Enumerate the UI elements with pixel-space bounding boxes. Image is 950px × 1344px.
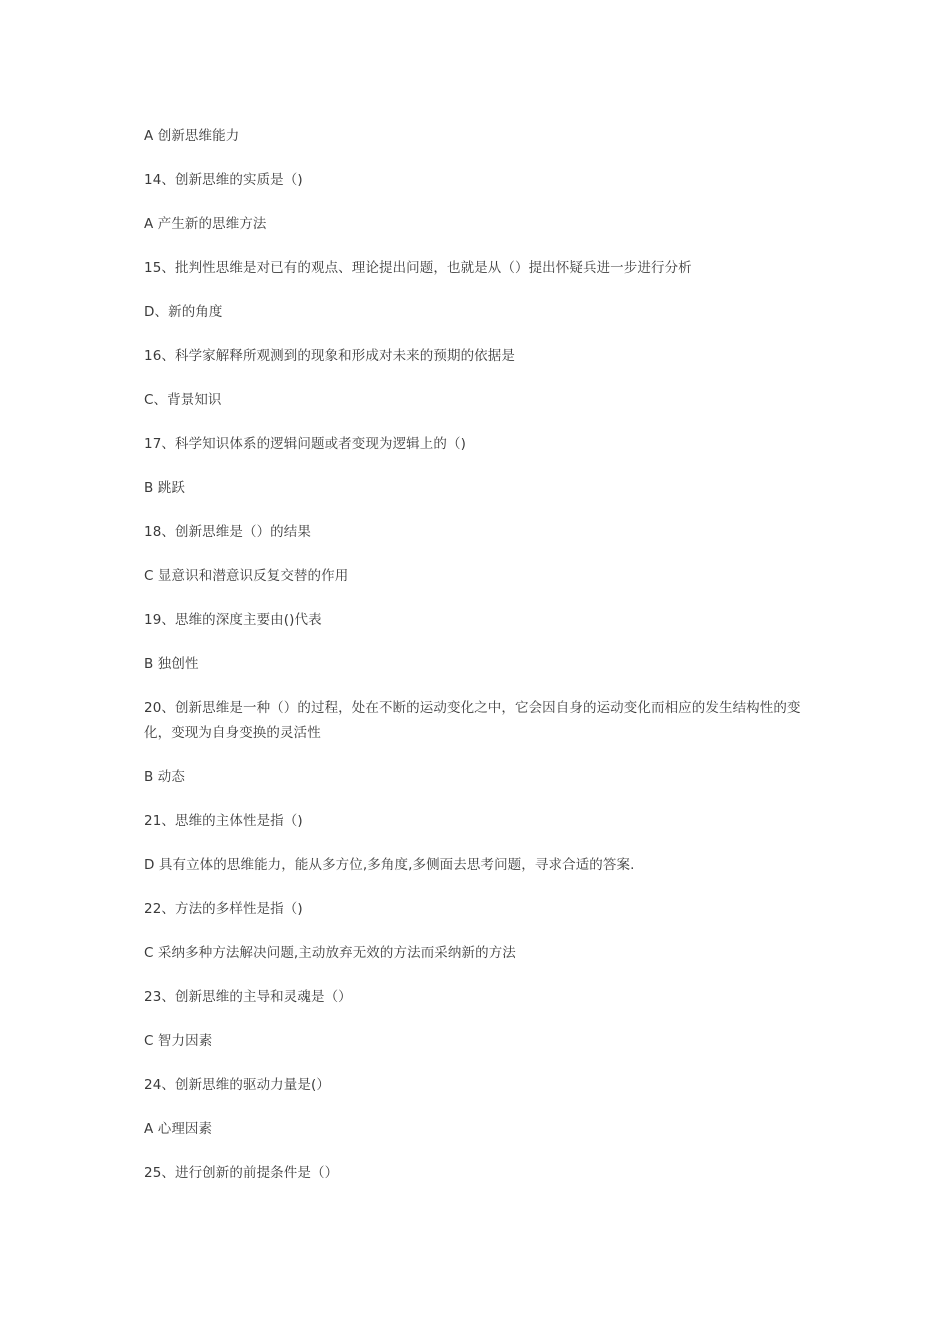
answer-line: C 采纳多种方法解决问题,主动放弃无效的方法而采纳新的方法 [144, 945, 516, 961]
question-line: 20、创新思维是一种（）的过程，处在不断的运动变化之中，它会因自身的运动变化而相应的发生结构性的变化，变现为自身变换的灵活性 [144, 700, 801, 741]
answer-line: C 智力因素 [144, 1033, 213, 1049]
answer-line: C 显意识和潜意识反复交替的作用 [144, 568, 349, 584]
question-line: 17、科学知识体系的逻辑问题或者变现为逻辑上的（) [144, 436, 466, 452]
question-line: 18、创新思维是（）的结果 [144, 524, 311, 540]
answer-line: B 动态 [144, 769, 185, 785]
question-line: 16、科学家解释所观测到的现象和形成对未来的预期的依据是 [144, 348, 515, 364]
question-line: 21、思维的主体性是指（) [144, 813, 303, 829]
question-line: 25、进行创新的前提条件是（） [144, 1165, 339, 1181]
question-line: 24、创新思维的驱动力量是(） [144, 1077, 330, 1093]
question-line: 15、批判性思维是对已有的观点、理论提出问题，也就是从（）提出怀疑兵进一步进行分析 [144, 260, 692, 276]
question-line: 22、方法的多样性是指（) [144, 901, 303, 917]
answer-line: B 跳跃 [144, 480, 185, 496]
answer-line: D 具有立体的思维能力，能从多方位,多角度,多侧面去思考问题，寻求合适的答案. [144, 857, 635, 873]
answer-line: A 产生新的思维方法 [144, 216, 267, 232]
question-line: 23、创新思维的主导和灵魂是（） [144, 989, 352, 1005]
answer-line: C、背景知识 [144, 392, 222, 408]
answer-line: A 心理因素 [144, 1121, 213, 1137]
answer-line: D、新的角度 [144, 304, 223, 320]
answer-line: B 独创性 [144, 656, 199, 672]
question-line: 19、思维的深度主要由()代表 [144, 612, 322, 628]
question-list [144, 124, 816, 1205]
question-line: 14、创新思维的实质是（) [144, 172, 303, 188]
answer-line: A 创新思维能力 [144, 128, 240, 144]
